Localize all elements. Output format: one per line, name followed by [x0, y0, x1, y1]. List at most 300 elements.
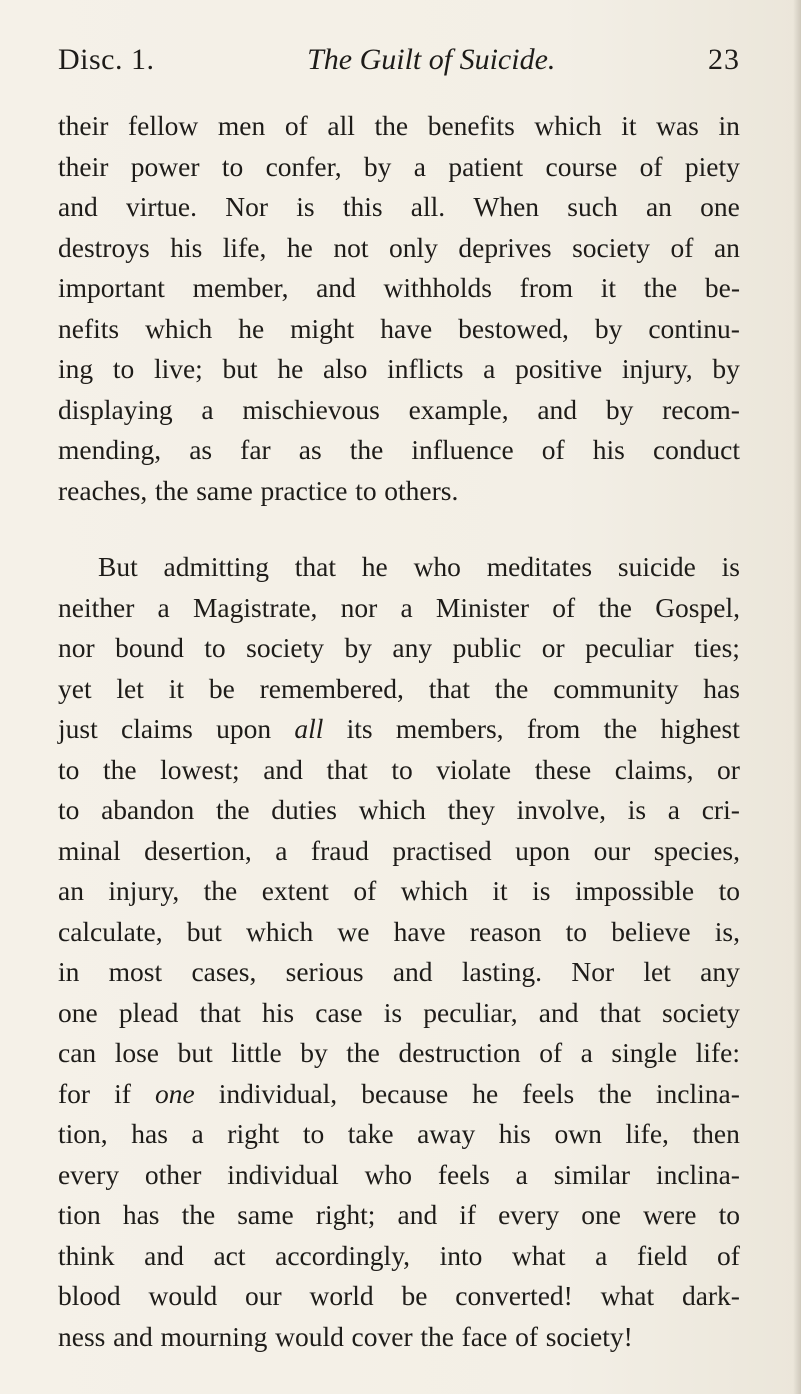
text-line — [58, 669, 740, 710]
word: influence — [411, 434, 514, 465]
word: mischievous — [242, 393, 380, 425]
text-line — [58, 1074, 740, 1115]
word: such — [567, 191, 618, 222]
word: converted! — [455, 1280, 573, 1311]
word: the — [349, 434, 384, 465]
word: from — [519, 272, 574, 303]
word: peculiar, — [423, 996, 518, 1028]
word: by — [712, 353, 740, 384]
word: Magistrate, — [192, 591, 318, 623]
word: a — [580, 1037, 593, 1068]
word: the — [181, 1199, 216, 1230]
word: withholds — [383, 272, 492, 303]
word: piety — [684, 150, 740, 182]
word: society! — [545, 1320, 633, 1352]
word: might — [290, 312, 355, 344]
word: admitting — [163, 551, 269, 582]
word: destruction — [398, 1037, 521, 1068]
word: and — [538, 996, 579, 1028]
word: abandon — [101, 794, 195, 825]
word: because — [361, 1077, 449, 1109]
word: but — [222, 353, 258, 384]
text-line — [58, 1155, 740, 1196]
word: life, — [625, 1118, 669, 1149]
word: his — [262, 996, 295, 1028]
word: bestowed, — [458, 312, 569, 344]
word: duties — [271, 794, 337, 825]
word: and — [537, 393, 578, 425]
word: be — [208, 672, 235, 704]
word: all. — [410, 191, 446, 222]
word: and — [397, 1199, 438, 1230]
word: life: — [695, 1037, 740, 1068]
word: that — [428, 672, 470, 704]
text-line — [58, 952, 740, 993]
word: for — [58, 1077, 91, 1109]
word: by — [594, 312, 623, 344]
word: member, — [192, 272, 289, 303]
word: his — [170, 231, 203, 263]
word: suicide — [617, 551, 696, 582]
word: is — [721, 551, 740, 582]
text-line — [58, 309, 740, 350]
word: nor — [340, 591, 378, 623]
word: of — [716, 1239, 740, 1271]
word: but — [177, 1037, 213, 1068]
word: have — [380, 312, 433, 344]
word: the — [494, 672, 529, 704]
word: inclina- — [655, 1158, 740, 1190]
word: that — [599, 996, 641, 1028]
word: act — [213, 1239, 246, 1271]
word: or — [717, 753, 740, 785]
word: practice — [260, 474, 348, 506]
text-line — [58, 349, 740, 390]
word: claims — [121, 713, 193, 744]
word: to — [112, 353, 135, 384]
word: is — [627, 794, 647, 825]
word: a — [595, 1239, 608, 1271]
word: individual — [227, 1158, 339, 1190]
word: society — [662, 996, 740, 1028]
text-line — [58, 187, 740, 228]
word: can — [58, 1037, 97, 1068]
word: by — [344, 632, 372, 663]
word: the — [598, 1077, 632, 1109]
running-head-section: Disc. 1. — [58, 43, 155, 76]
word: most — [108, 956, 163, 987]
word: nor — [58, 632, 95, 663]
text-line — [58, 993, 740, 1034]
text-line — [58, 1317, 740, 1358]
word: all — [294, 713, 324, 744]
text-line — [58, 1236, 740, 1277]
word: be — [401, 1280, 428, 1311]
word: only — [388, 231, 438, 263]
text-line — [58, 1195, 740, 1236]
text-line — [58, 628, 740, 669]
word: as — [298, 434, 322, 465]
word: to — [565, 915, 588, 947]
word: its — [346, 713, 373, 744]
word: of — [670, 231, 694, 263]
word: then — [692, 1118, 740, 1149]
word: think — [58, 1239, 115, 1271]
word: of — [515, 1320, 538, 1352]
word: the — [598, 591, 632, 623]
word: others. — [384, 474, 459, 506]
word: reaches, — [58, 474, 148, 506]
word: that — [199, 996, 241, 1028]
word: every — [498, 1199, 560, 1230]
word: one — [58, 996, 98, 1028]
paragraph — [58, 547, 740, 1357]
word: continu- — [648, 312, 740, 344]
word: nefits — [58, 312, 120, 344]
word: the — [603, 713, 638, 744]
word: deprives — [458, 231, 552, 263]
page-edge-shadow — [793, 0, 801, 1394]
word: away — [417, 1118, 476, 1149]
word: benefits — [427, 110, 515, 141]
text-line — [58, 790, 740, 831]
word: tion — [58, 1199, 101, 1230]
word: has — [122, 1199, 160, 1230]
word: field — [636, 1239, 688, 1271]
word: neither — [58, 591, 135, 623]
word: any — [392, 632, 433, 663]
word: our — [245, 1280, 282, 1311]
word: plead — [118, 996, 179, 1028]
word: and — [58, 191, 98, 222]
word: was — [656, 110, 699, 141]
text-line — [58, 471, 740, 512]
word: to — [302, 1118, 325, 1149]
word: that — [326, 753, 368, 785]
word: injury, — [621, 353, 693, 384]
word: mending, — [58, 434, 162, 465]
word: minal — [58, 834, 121, 866]
word: power — [130, 150, 200, 182]
word: he — [361, 551, 388, 582]
word: one — [154, 1077, 195, 1109]
word: he — [286, 231, 313, 263]
text-line — [58, 106, 740, 147]
word: in — [58, 956, 80, 987]
word: it — [600, 272, 616, 303]
word: one — [700, 191, 740, 222]
word: were — [643, 1199, 697, 1230]
word: the — [203, 875, 238, 906]
word: has — [131, 1118, 168, 1149]
word: he — [472, 1077, 499, 1109]
word: yet — [58, 672, 92, 704]
word: dark- — [681, 1280, 740, 1311]
word: conduct — [652, 434, 740, 465]
word: let — [643, 956, 671, 987]
word: who — [413, 551, 461, 582]
word: what — [512, 1239, 566, 1271]
word: their — [58, 110, 109, 141]
word: we — [337, 915, 370, 947]
word: peculiar — [585, 632, 674, 663]
text-line — [58, 871, 740, 912]
word: little — [231, 1037, 282, 1068]
text-line — [58, 430, 740, 471]
word: which — [358, 794, 426, 825]
word: the — [643, 272, 678, 303]
word: it — [621, 110, 637, 141]
word: highest — [660, 713, 740, 744]
word: believe — [611, 915, 691, 947]
word: public — [452, 632, 522, 663]
word: a — [413, 150, 426, 182]
word: and — [316, 272, 356, 303]
word: to — [58, 794, 80, 825]
word: reason — [469, 915, 542, 947]
word: his — [498, 1118, 531, 1149]
word: lasting. — [461, 956, 543, 987]
word: But — [98, 551, 138, 582]
word: recom- — [662, 393, 740, 425]
word: not — [333, 231, 369, 263]
word: if — [114, 1077, 131, 1109]
word: in — [718, 110, 740, 141]
word: positive — [515, 353, 603, 384]
word: an — [713, 231, 740, 263]
text-line — [58, 588, 740, 629]
word: it — [492, 875, 508, 906]
word: Nor — [225, 191, 268, 222]
word: they — [447, 794, 495, 825]
word: one — [581, 1199, 621, 1230]
word: as — [189, 434, 213, 465]
word: to — [718, 1199, 740, 1230]
word: Gospel, — [655, 591, 740, 623]
word: Minister — [435, 591, 530, 623]
word: desertion, — [144, 834, 252, 866]
word: of — [639, 150, 663, 182]
word: involve, — [516, 794, 607, 825]
word: injury, — [108, 875, 180, 906]
word: cover — [351, 1320, 413, 1352]
word: that — [294, 551, 336, 582]
word: destroys — [58, 231, 150, 263]
word: live; — [153, 353, 203, 384]
word: but — [186, 915, 222, 947]
word: to — [58, 753, 80, 785]
word: face — [461, 1320, 508, 1352]
word: it — [168, 672, 185, 704]
word: to — [391, 753, 413, 785]
text-line — [58, 912, 740, 953]
word: to — [355, 474, 377, 506]
word: similar — [553, 1158, 631, 1190]
word: feels — [522, 1077, 575, 1109]
word: a — [515, 1158, 528, 1190]
word: single — [611, 1037, 678, 1068]
word: society — [246, 632, 325, 663]
word: the — [155, 474, 189, 506]
word: if — [459, 1199, 477, 1230]
word: the — [420, 1320, 454, 1352]
word: of — [539, 1037, 563, 1068]
word: tion, — [58, 1118, 108, 1149]
word: same — [196, 474, 253, 506]
word: important — [58, 272, 165, 303]
word: calculate, — [58, 915, 163, 947]
word: displaying — [58, 393, 173, 425]
word: right — [227, 1118, 280, 1149]
word: example, — [408, 393, 509, 425]
word: let — [116, 672, 144, 704]
text-line — [58, 147, 740, 188]
word: community — [553, 672, 679, 704]
word: have — [393, 915, 446, 947]
word: take — [347, 1118, 394, 1149]
text-line — [58, 709, 740, 750]
word: of — [284, 110, 308, 141]
word: claims, — [614, 753, 694, 785]
word: same — [237, 1199, 294, 1230]
word: and — [144, 1239, 184, 1271]
word: extent — [261, 875, 329, 906]
word: When — [473, 191, 540, 222]
word: just — [58, 713, 98, 744]
word: impossible — [574, 875, 695, 906]
word: which — [246, 915, 314, 947]
word: our — [593, 834, 631, 866]
word: serious — [285, 956, 364, 987]
word: would — [275, 1320, 344, 1352]
text-line — [58, 228, 740, 269]
word: right; — [315, 1199, 376, 1230]
word: world — [309, 1280, 374, 1311]
word: members, — [395, 713, 504, 744]
paragraph — [58, 106, 740, 511]
text-line — [58, 390, 740, 431]
word: and — [392, 956, 433, 987]
word: virtue. — [125, 191, 197, 222]
word: accordingly, — [275, 1239, 411, 1271]
word: lowest; — [160, 753, 240, 785]
word: upon — [515, 834, 571, 866]
page-number: 23 — [708, 43, 740, 76]
word: other — [144, 1158, 202, 1190]
word: bound — [115, 632, 184, 663]
word: any — [700, 956, 740, 987]
running-head-title: The Guilt of Suicide. — [307, 43, 556, 76]
text-line — [58, 831, 740, 872]
word: men — [217, 110, 266, 141]
word: a — [191, 1118, 204, 1149]
text-line — [58, 547, 740, 588]
body-text — [58, 106, 740, 1357]
word: violate — [436, 753, 512, 785]
word: ties; — [694, 632, 740, 663]
word: confer, — [265, 150, 342, 182]
word: all — [327, 110, 355, 141]
word: the — [346, 1037, 380, 1068]
word: and — [263, 753, 303, 785]
text-line — [58, 750, 740, 791]
word: who — [364, 1158, 413, 1190]
word: patient — [448, 150, 524, 182]
word: case — [315, 996, 363, 1028]
word: remembered, — [259, 672, 404, 704]
word: Nor — [571, 956, 615, 987]
word: a — [275, 834, 288, 866]
word: mourning — [160, 1320, 268, 1352]
word: would — [148, 1280, 218, 1311]
word: and — [113, 1320, 153, 1352]
word: inflicts — [387, 353, 464, 384]
word: which — [400, 875, 468, 906]
word: a — [483, 353, 496, 384]
word: from — [526, 713, 581, 744]
word: ness — [58, 1320, 106, 1352]
word: by — [363, 150, 392, 182]
word: is, — [714, 915, 740, 947]
text-line — [58, 268, 740, 309]
word: into — [439, 1239, 483, 1271]
word: practised — [392, 834, 492, 866]
word: a — [400, 591, 413, 623]
word: upon — [216, 713, 272, 744]
word: is — [296, 191, 315, 222]
text-line — [58, 1276, 740, 1317]
word: to — [204, 632, 226, 663]
word: fraud — [310, 834, 369, 866]
word: he — [238, 312, 265, 344]
word: a — [201, 393, 214, 425]
word: an — [58, 875, 84, 906]
word: be- — [704, 272, 740, 303]
word: a — [157, 591, 170, 623]
word: these — [534, 753, 592, 785]
word: to — [718, 875, 740, 906]
word: by — [605, 393, 634, 425]
word: is — [532, 875, 551, 906]
text-line — [58, 1033, 740, 1074]
word: by — [300, 1037, 328, 1068]
word: to — [221, 150, 244, 182]
word: which — [145, 312, 213, 344]
word: cri- — [701, 794, 740, 825]
word: individual, — [218, 1077, 338, 1109]
word: lose — [114, 1037, 160, 1068]
word: which — [534, 110, 602, 141]
word: the — [374, 110, 409, 141]
word: an — [645, 191, 672, 222]
word: feels — [437, 1158, 490, 1190]
word: course — [545, 150, 618, 182]
word: every — [58, 1158, 120, 1190]
word: a — [667, 794, 681, 825]
word: the — [102, 753, 137, 785]
paragraph-gap — [58, 511, 740, 547]
word: has — [703, 672, 740, 704]
word: what — [600, 1280, 655, 1311]
word: society — [572, 231, 650, 263]
word: or — [541, 632, 565, 663]
word: life, — [222, 231, 267, 263]
word: is — [383, 996, 403, 1028]
word: the — [215, 794, 250, 825]
word: far — [240, 434, 271, 465]
word: fellow — [128, 110, 199, 141]
word: he — [277, 353, 304, 384]
